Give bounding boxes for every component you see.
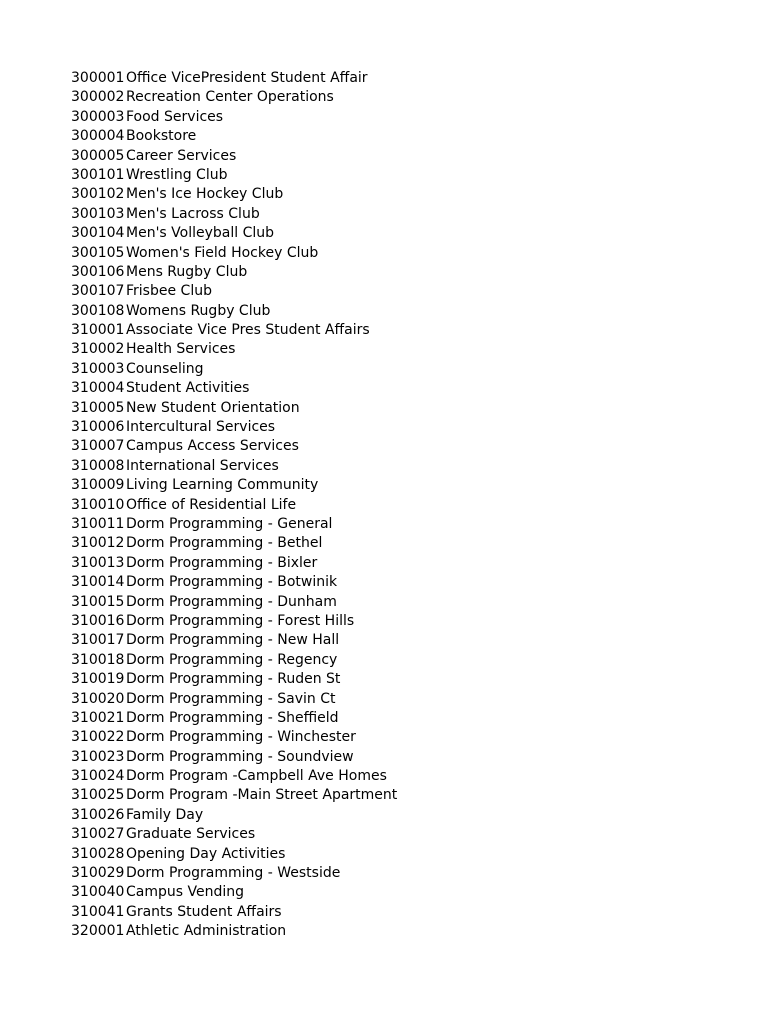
account-code: 310016 — [71, 612, 125, 629]
list-item — [71, 593, 397, 612]
account-code: 300105 — [71, 244, 125, 261]
account-name: Dorm Programming - Regency — [126, 651, 338, 668]
account-name: Dorm Programming - New Hall — [126, 632, 340, 649]
list-item — [71, 263, 397, 282]
account-name: Associate Vice Pres Student Affairs — [126, 322, 370, 339]
account-code: 300104 — [71, 225, 125, 242]
account-code: 310028 — [71, 845, 125, 862]
account-code: 310002 — [71, 341, 125, 358]
list-item — [71, 476, 397, 495]
account-code: 310024 — [71, 768, 125, 785]
account-name: Family Day — [126, 806, 204, 823]
account-code: 300003 — [71, 108, 125, 125]
account-name: Dorm Programming - Savin Ct — [126, 690, 336, 707]
account-name: Men's Lacross Club — [126, 205, 260, 222]
list-item — [71, 554, 397, 573]
account-code: 310025 — [71, 787, 125, 804]
account-code: 310003 — [71, 360, 125, 377]
list-item — [71, 205, 397, 224]
list-item — [71, 166, 397, 185]
account-code: 310040 — [71, 884, 125, 901]
list-item — [71, 302, 397, 321]
account-name: Dorm Programming - Ruden St — [126, 671, 341, 688]
account-name: Athletic Administration — [126, 923, 287, 940]
account-code: 300102 — [71, 186, 125, 203]
account-code: 300101 — [71, 166, 125, 183]
list-item — [71, 88, 397, 107]
list-item — [71, 321, 397, 340]
account-code: 310041 — [71, 903, 125, 920]
list-item — [71, 418, 397, 437]
account-name: Dorm Programming - Bethel — [126, 535, 323, 552]
account-code: 310021 — [71, 709, 125, 726]
account-code: 310020 — [71, 690, 125, 707]
account-name: Opening Day Activities — [126, 845, 286, 862]
list-item — [71, 806, 397, 825]
list-item — [71, 515, 397, 534]
account-code: 300108 — [71, 302, 125, 319]
account-name: Living Learning Community — [126, 477, 319, 494]
account-name: New Student Orientation — [126, 399, 300, 416]
list-item — [71, 767, 397, 786]
list-item — [71, 399, 397, 418]
list-item — [71, 845, 397, 864]
list-item — [71, 690, 397, 709]
account-name: Career Services — [126, 147, 237, 164]
list-item — [71, 457, 397, 476]
account-code: 310007 — [71, 438, 125, 455]
list-item — [71, 340, 397, 359]
account-name: Grants Student Affairs — [126, 903, 282, 920]
account-name: Campus Vending — [126, 884, 245, 901]
account-name: Dorm Programming - Westside — [126, 865, 341, 882]
account-code: 310029 — [71, 865, 125, 882]
list-item — [71, 883, 397, 902]
account-code: 300107 — [71, 283, 125, 300]
account-name: Office VicePresident Student Affair — [126, 70, 368, 86]
account-code: 300106 — [71, 263, 125, 280]
account-code: 310006 — [71, 419, 125, 436]
account-name: Dorm Programming - Bixler — [126, 554, 318, 571]
account-code: 310015 — [71, 593, 125, 610]
account-name: Dorm Programming - General — [126, 515, 333, 532]
list-item — [71, 903, 397, 922]
account-name: Student Activities — [126, 380, 250, 397]
account-name: Dorm Programming - Botwinik — [126, 574, 338, 591]
list-item — [71, 612, 397, 631]
list-item — [71, 864, 397, 883]
account-code: 310012 — [71, 535, 125, 552]
account-name: Dorm Program -Campbell Ave Homes — [126, 768, 387, 785]
account-name: Dorm Programming - Forest Hills — [126, 612, 355, 629]
account-name: Food Services — [126, 108, 224, 125]
account-name: Health Services — [126, 341, 236, 358]
list-item — [71, 244, 397, 263]
account-code: 310026 — [71, 806, 125, 823]
list-item — [71, 786, 397, 805]
account-code: 310001 — [71, 322, 125, 339]
account-code: 310011 — [71, 515, 125, 532]
account-name: Graduate Services — [126, 826, 256, 843]
account-code: 300103 — [71, 205, 125, 222]
account-name: Intercultural Services — [126, 419, 276, 436]
account-code: 300002 — [71, 89, 125, 106]
list-item — [71, 127, 397, 146]
list-item — [71, 147, 397, 166]
account-name: Dorm Programming - Winchester — [126, 729, 356, 746]
account-code: 310017 — [71, 632, 125, 649]
account-code: 310019 — [71, 671, 125, 688]
account-name: Men's Ice Hockey Club — [126, 186, 284, 203]
list-item — [71, 224, 397, 243]
account-name: Campus Access Services — [126, 438, 299, 455]
account-name: Dorm Programming - Dunham — [126, 593, 337, 610]
list-item — [71, 360, 397, 379]
account-name: Mens Rugby Club — [126, 263, 248, 280]
list-item — [71, 496, 397, 515]
account-name: Bookstore — [126, 128, 197, 145]
account-code: 310009 — [71, 477, 125, 494]
list-item — [71, 631, 397, 650]
list-item — [71, 573, 397, 592]
account-code: 310014 — [71, 574, 125, 591]
account-name: Womens Rugby Club — [126, 302, 271, 319]
account-code: 310004 — [71, 380, 125, 397]
account-code: 310005 — [71, 399, 125, 416]
account-code: 310008 — [71, 457, 125, 474]
list-item — [71, 185, 397, 204]
list-item — [71, 670, 397, 689]
list-item — [71, 379, 397, 398]
account-name: International Services — [126, 457, 279, 474]
account-name: Wrestling Club — [126, 166, 228, 183]
account-code: 320001 — [71, 923, 125, 940]
account-name: Office of Residential Life — [126, 496, 297, 513]
account-code: 310027 — [71, 826, 125, 843]
list-item — [71, 437, 397, 456]
account-name: Dorm Program -Main Street Apartment — [126, 787, 398, 804]
list-item — [71, 534, 397, 553]
account-name: Counseling — [126, 360, 204, 377]
account-code: 300005 — [71, 147, 125, 164]
account-code: 300001 — [71, 70, 125, 86]
account-code: 300004 — [71, 128, 125, 145]
list-item — [71, 709, 397, 728]
account-code: 310013 — [71, 554, 125, 571]
list-item — [71, 748, 397, 767]
account-code: 310023 — [71, 748, 125, 765]
list-item — [71, 825, 397, 844]
account-name: Women's Field Hockey Club — [126, 244, 319, 261]
account-list — [71, 69, 397, 942]
account-code: 310022 — [71, 729, 125, 746]
account-name: Dorm Programming - Sheffield — [126, 709, 339, 726]
account-name: Men's Volleyball Club — [126, 225, 275, 242]
account-code: 310010 — [71, 496, 125, 513]
account-name: Recreation Center Operations — [126, 89, 334, 106]
account-name: Dorm Programming - Soundview — [126, 748, 354, 765]
list-item — [71, 69, 397, 88]
list-item — [71, 922, 397, 941]
list-item — [71, 651, 397, 670]
account-code: 310018 — [71, 651, 125, 668]
list-item — [71, 282, 397, 301]
list-item — [71, 728, 397, 747]
account-name: Frisbee Club — [126, 283, 212, 300]
list-item — [71, 108, 397, 127]
